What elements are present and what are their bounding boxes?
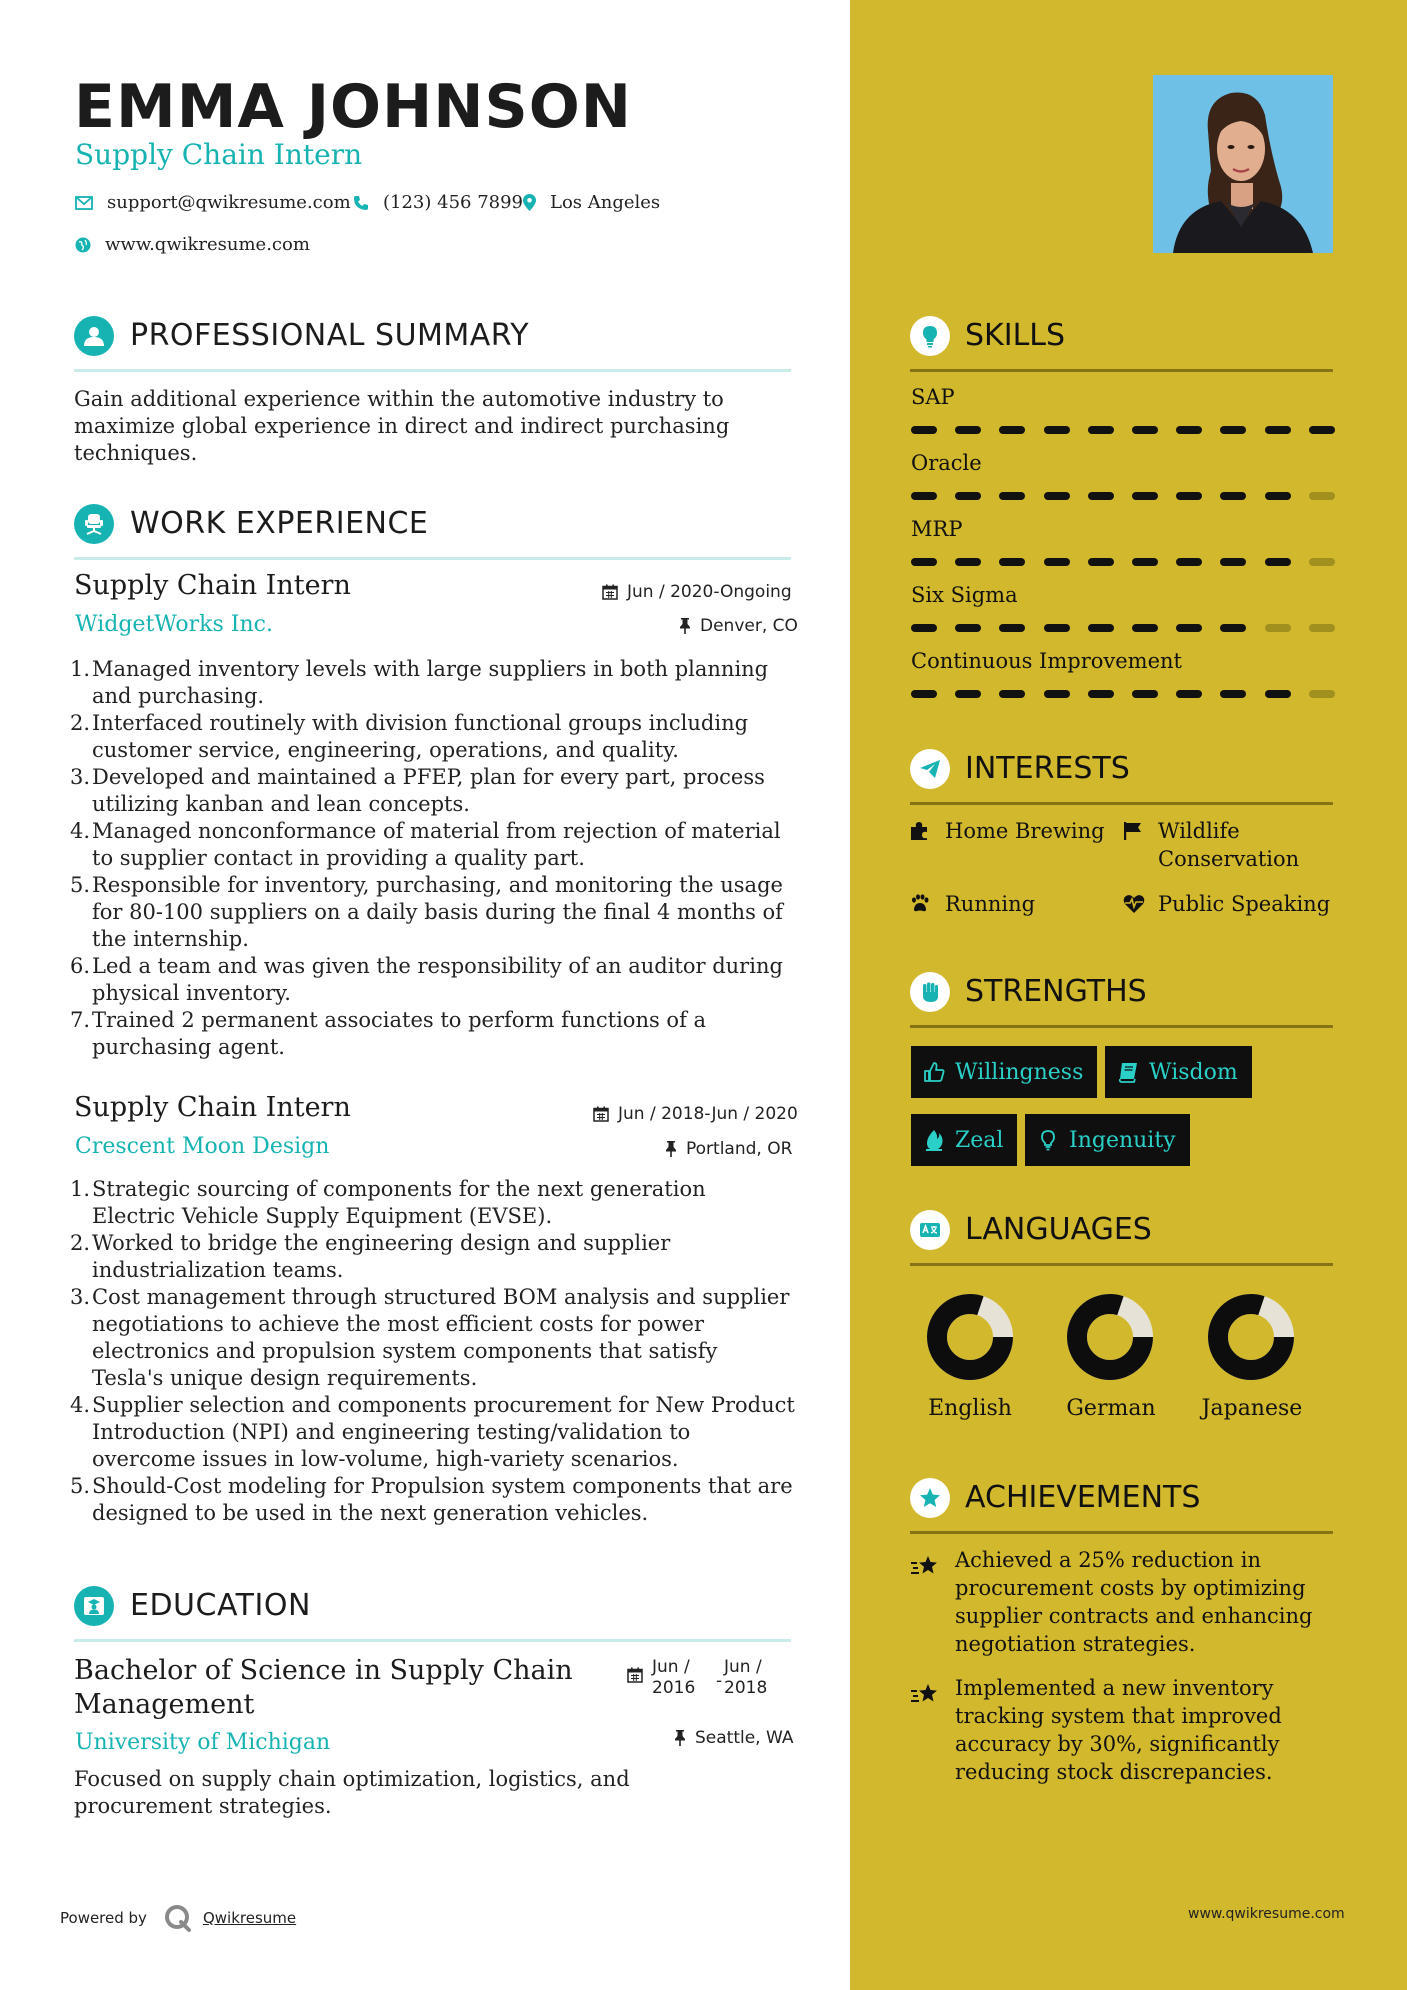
education-degree: Bachelor of Science in Supply Chain Management (74, 1655, 573, 1720)
job-1-company: WidgetWorks Inc. (75, 612, 273, 637)
list-item: 4. Supplier selection and components procurement for New Product Introduction (NPI) and engineering testing/validation to overcome issues in low-volume, high-variety scenarios. (70, 1393, 795, 1471)
book-icon (1117, 1061, 1139, 1083)
footer-website[interactable]: www.qwikresume.com (1188, 1906, 1345, 1922)
job-2-location (665, 1139, 792, 1159)
contact-phone-text: (123) 456 7899 (383, 192, 524, 213)
calendar-icon (593, 1106, 609, 1122)
language-name: English (928, 1396, 1012, 1421)
office-chair-icon (74, 504, 114, 544)
skill-dash-filled (999, 558, 1025, 566)
skill-dash-filled (911, 492, 937, 500)
skill-dash-filled (1265, 492, 1291, 500)
contact-website-text: www.qwikresume.com (105, 234, 310, 255)
list-item: 2. Worked to bridge the engineering design and supplier industrialization teams. (70, 1231, 671, 1282)
skill-dash-filled (1176, 624, 1202, 632)
contact-website[interactable] (75, 234, 310, 255)
skill-meter (911, 558, 1335, 566)
skill-dash-empty (1309, 690, 1335, 698)
lightbulb-icon (910, 316, 950, 356)
skill-dash-filled (999, 624, 1025, 632)
skill-dash-filled (955, 426, 981, 434)
fire-icon (923, 1129, 945, 1151)
skill-dash-filled (1044, 690, 1070, 698)
languages-section-header (910, 1210, 1333, 1266)
fist-icon (910, 972, 950, 1012)
pushpin-icon (674, 1730, 686, 1746)
skill-name: Oracle (911, 451, 982, 475)
skill-dash-filled (955, 624, 981, 632)
strength-badge: Willingness (911, 1046, 1097, 1098)
skill-dash-filled (1176, 492, 1202, 500)
contact-location (523, 192, 660, 213)
experience-section-header (74, 504, 791, 560)
summary-text: Gain additional experience within the automotive industry to maximize global experience in direct and indirect purchasing techniques. (74, 387, 730, 465)
job-1-location (679, 616, 798, 636)
heartbeat-icon (1123, 894, 1145, 914)
skill-dash-filled (1044, 426, 1070, 434)
skill-dash-empty (1309, 558, 1335, 566)
skill-dash-filled (1176, 558, 1202, 566)
shooting-star-icon (910, 1554, 942, 1580)
skill-dash-filled (1220, 624, 1246, 632)
candidate-role: Supply Chain Intern (75, 138, 363, 171)
education-end-year: 2018 (724, 1678, 768, 1698)
skill-dash-empty (1309, 624, 1335, 632)
skill-meter (911, 624, 1335, 632)
skill-dash-filled (1132, 690, 1158, 698)
skill-dash-empty (1309, 492, 1335, 500)
job-2-dates (593, 1104, 798, 1124)
pushpin-icon (665, 1141, 677, 1157)
job-2-location-text: Portland, OR (686, 1139, 793, 1159)
education-end-date (724, 1657, 767, 1699)
skill-dash-filled (911, 690, 937, 698)
list-item: 1. Strategic sourcing of components for the next generation Electric Vehicle Supply Equipment (EVSE). (70, 1177, 706, 1228)
languages-title: LANGUAGES (965, 1212, 1152, 1247)
summary-section-header (74, 316, 791, 372)
skill-dash-filled (1088, 624, 1114, 632)
skill-dash-filled (1265, 690, 1291, 698)
calendar-icon (627, 1667, 643, 1683)
strengths-title: STRENGTHS (965, 974, 1147, 1009)
skill-dash-empty (1265, 624, 1291, 632)
skill-dash-filled (1220, 426, 1246, 434)
pushpin-icon (679, 618, 691, 634)
skill-dash-filled (1220, 690, 1246, 698)
education-start-month: Jun / (652, 1657, 690, 1677)
skill-meter (911, 690, 1335, 698)
skill-name: Six Sigma (911, 583, 1018, 607)
candidate-name: EMMA JOHNSON (74, 72, 632, 142)
job-1-title: Supply Chain Intern (74, 570, 351, 601)
skill-dash-filled (1132, 624, 1158, 632)
skill-dash-filled (999, 492, 1025, 500)
skill-name: MRP (911, 517, 963, 541)
puzzle-icon (910, 821, 930, 841)
skill-dash-filled (1220, 492, 1246, 500)
interests-section-header (910, 749, 1333, 805)
job-2-company: Crescent Moon Design (75, 1134, 330, 1159)
skill-meter (911, 492, 1335, 500)
education-location (674, 1728, 794, 1748)
list-item: 5. Responsible for inventory, purchasing, and monitoring the usage for 80-100 suppliers on a daily basis during the final 4 months of the internship. (70, 873, 783, 951)
education-date-separator: - (716, 1671, 723, 1691)
powered-by (60, 1903, 296, 1933)
skill-dash-filled (911, 624, 937, 632)
translate-icon (910, 1210, 950, 1250)
skill-dash-filled (1044, 624, 1070, 632)
strength-badge: Zeal (911, 1114, 1017, 1166)
achievements-title: ACHIEVEMENTS (965, 1480, 1201, 1515)
list-item: 7. Trained 2 permanent associates to perform functions of a purchasing agent. (70, 1008, 707, 1059)
powered-by-brand-link[interactable]: Qwikresume (202, 1909, 297, 1927)
skill-dash-filled (1088, 426, 1114, 434)
education-description: Focused on supply chain optimization, logistics, and procurement strategies. (74, 1767, 630, 1818)
skill-dash-filled (1132, 558, 1158, 566)
strength-badge: Wisdom (1105, 1046, 1252, 1098)
skill-dash-filled (1132, 492, 1158, 500)
qwikresume-logo-icon (163, 1903, 193, 1933)
skill-dash-filled (1265, 426, 1291, 434)
lightbulb-icon (1037, 1129, 1059, 1151)
skill-dash-filled (1176, 426, 1202, 434)
flag-icon (1123, 821, 1143, 841)
envelope-icon (75, 196, 93, 210)
strength-badge: Ingenuity (1025, 1114, 1190, 1166)
map-pin-icon (523, 194, 536, 211)
skill-dash-filled (911, 558, 937, 566)
skill-dash-filled (955, 492, 981, 500)
education-start-date (652, 1657, 695, 1699)
skill-dash-filled (1309, 426, 1335, 434)
skill-dash-filled (999, 690, 1025, 698)
list-item: 6. Led a team and was given the responsibility of an auditor during physical inventory. (70, 954, 783, 1005)
language-name: German (1066, 1396, 1156, 1421)
skill-dash-filled (1088, 492, 1114, 500)
summary-title: PROFESSIONAL SUMMARY (130, 318, 530, 353)
skills-section-header (910, 316, 1333, 372)
education-title: EDUCATION (130, 1588, 311, 1623)
skill-dash-filled (1044, 558, 1070, 566)
job-2-dates-text: Jun / 2018-Jun / 2020 (618, 1104, 798, 1124)
job-1-dates (602, 582, 792, 602)
experience-title: WORK EXPERIENCE (130, 506, 429, 541)
paper-plane-icon (910, 749, 950, 789)
education-start-year: 2016 (652, 1678, 696, 1698)
language-name: Japanese (1201, 1396, 1303, 1421)
job-1-location-text: Denver, CO (700, 616, 798, 636)
skill-meter (911, 426, 1335, 434)
achievements-section-header (910, 1478, 1333, 1534)
user-icon (74, 316, 114, 356)
list-item: 2. Interfaced routinely with division functional groups including customer service, engineering, operations, and quality. (70, 711, 749, 762)
list-item: 4. Managed nonconformance of material from rejection of material to supplier contact in providing a quality part. (70, 819, 781, 870)
skill-name: Continuous Improvement (911, 649, 1182, 673)
star-icon (910, 1478, 950, 1518)
list-item: 1. Managed inventory levels with large suppliers in both planning and purchasing. (70, 657, 769, 708)
education-school: University of Michigan (75, 1730, 331, 1755)
skill-dash-filled (955, 558, 981, 566)
paw-icon (910, 894, 930, 914)
contact-email[interactable] (75, 192, 351, 213)
skill-dash-filled (999, 426, 1025, 434)
language-ring (926, 1293, 1014, 1381)
job-1-bullets (70, 656, 795, 1061)
list-item: 3. Developed and maintained a PFEP, plan for every part, process utilizing kanban and lean concepts. (70, 765, 765, 816)
education-location-text: Seattle, WA (695, 1728, 794, 1748)
strengths-section-header (910, 972, 1333, 1028)
education-end-month: Jun / (724, 1657, 762, 1677)
interests-title: INTERESTS (965, 751, 1130, 786)
profile-photo (1153, 75, 1333, 253)
skill-dash-filled (911, 426, 937, 434)
powered-by-label: Powered by (60, 1909, 147, 1927)
list-item: 3. Cost management through structured BOM analysis and supplier negotiations to achieve the most efficient costs for power electronics and propulsion system components that satisfy Tesla's unique design requirements. (70, 1285, 790, 1390)
list-item: 5. Should-Cost modeling for Propulsion system components that are designed to be used in the next generation vehicles. (70, 1474, 793, 1525)
skill-dash-filled (1088, 690, 1114, 698)
calendar-icon (602, 584, 618, 600)
contact-phone[interactable] (353, 192, 523, 213)
language-ring (1207, 1293, 1295, 1381)
skill-dash-filled (955, 690, 981, 698)
skill-name: SAP (911, 385, 955, 409)
shooting-star-icon (910, 1682, 942, 1708)
graduate-icon (74, 1586, 114, 1626)
thumbs-up-icon (923, 1061, 945, 1083)
job-2-title: Supply Chain Intern (74, 1092, 351, 1123)
skill-dash-filled (1132, 426, 1158, 434)
education-section-header (74, 1586, 791, 1642)
globe-icon (75, 237, 91, 253)
phone-icon (353, 195, 369, 211)
skill-dash-filled (1265, 558, 1291, 566)
contact-location-text: Los Angeles (550, 192, 661, 213)
skill-dash-filled (1088, 558, 1114, 566)
contact-email-text: support@qwikresume.com (107, 192, 351, 213)
language-ring (1066, 1293, 1154, 1381)
skill-dash-filled (1220, 558, 1246, 566)
job-2-bullets (70, 1176, 795, 1527)
skills-title: SKILLS (965, 318, 1066, 353)
job-1-dates-text: Jun / 2020-Ongoing (627, 582, 792, 602)
skill-dash-filled (1044, 492, 1070, 500)
skill-dash-filled (1176, 690, 1202, 698)
